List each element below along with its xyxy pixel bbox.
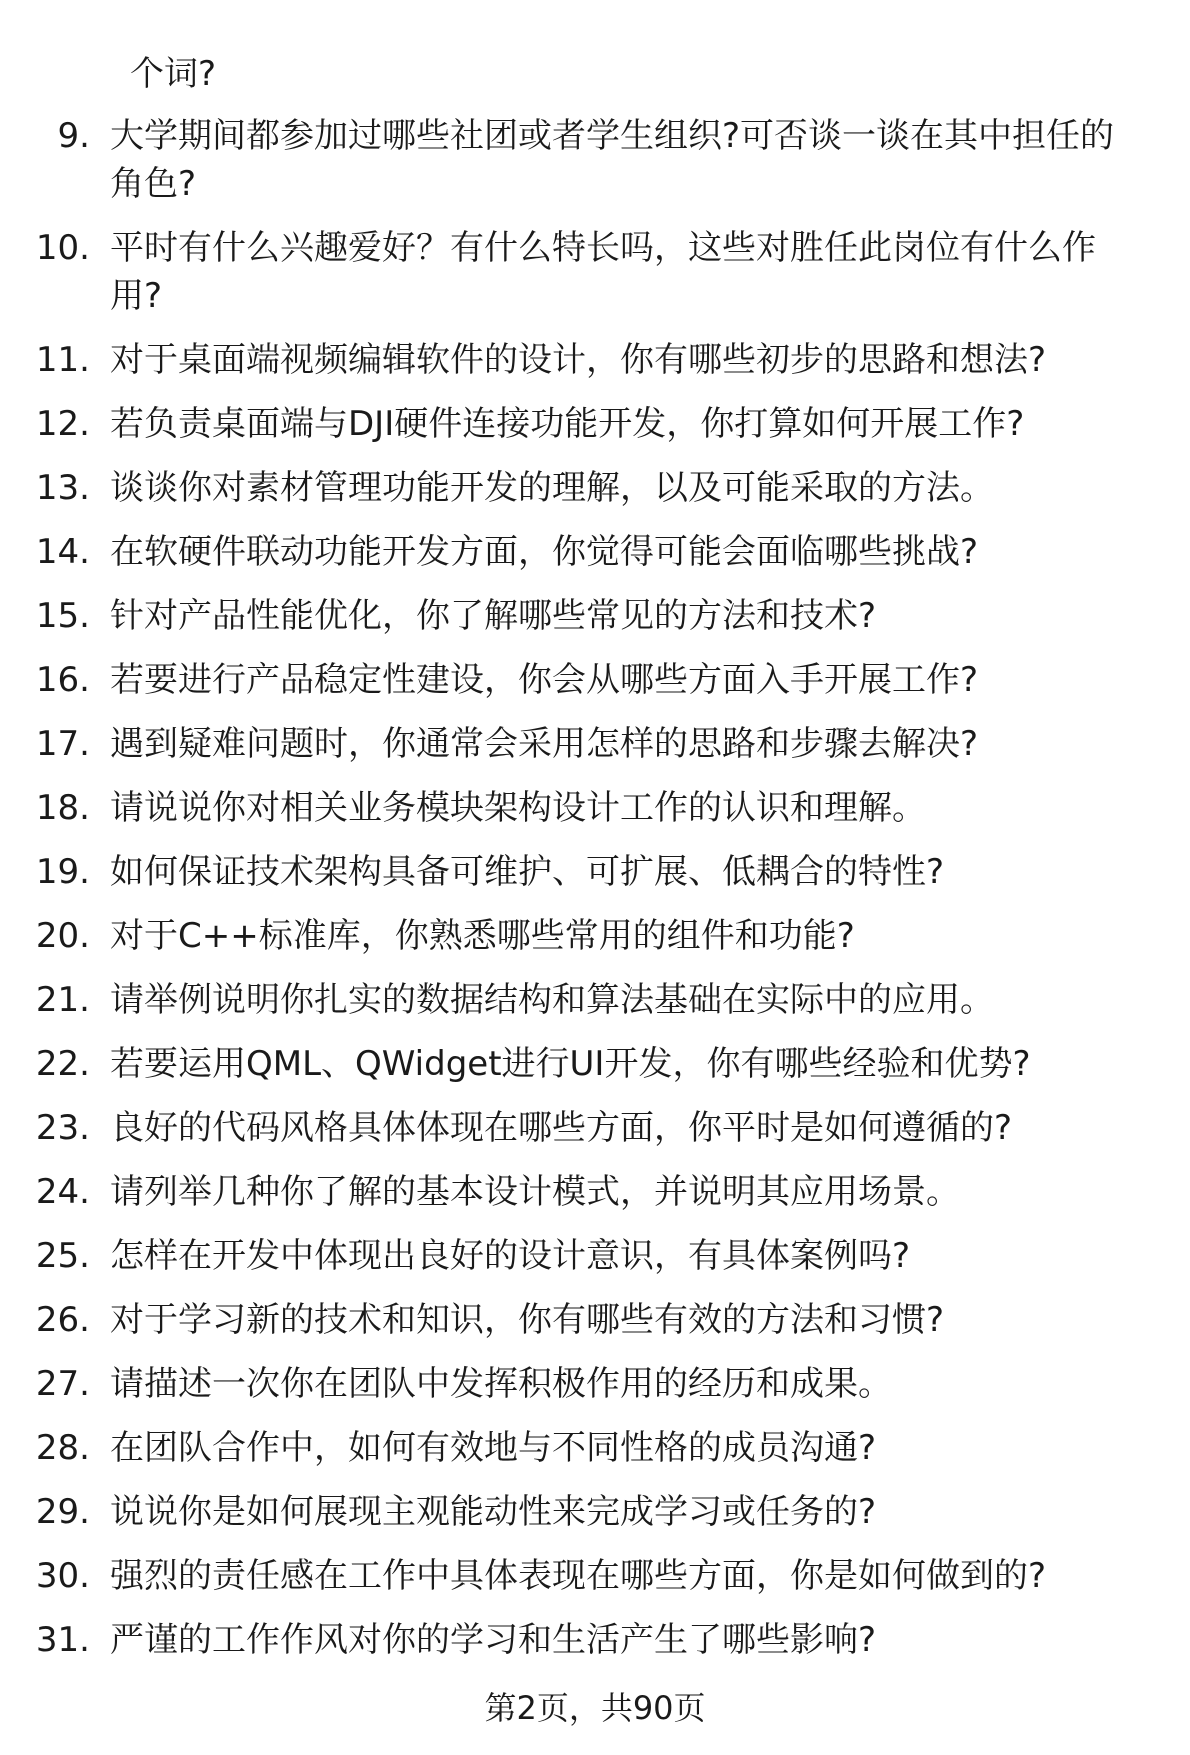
question-item — [0, 1104, 1190, 1152]
question-number: 28. — [35, 1428, 90, 1468]
question-item — [0, 1296, 1190, 1344]
question-text: 若要运用QML、QWidget进行UI开发，你有哪些经验和优势? — [110, 1044, 1031, 1084]
question-number: 19. — [35, 852, 90, 892]
question-number: 24. — [35, 1172, 90, 1212]
question-text: 在团队合作中，如何有效地与不同性格的成员沟通? — [110, 1428, 877, 1468]
question-item — [0, 912, 1190, 960]
question-item — [0, 1424, 1190, 1472]
question-text: 怎样在开发中体现出良好的设计意识，有具体案例吗? — [110, 1236, 911, 1276]
question-text: 平时有什么兴趣爱好？有什么特长吗，这些对胜任此岗位有什么作用? — [110, 228, 1096, 316]
question-text: 对于C++标准库，你熟悉哪些常用的组件和功能? — [110, 916, 855, 956]
question-number: 10. — [35, 228, 90, 268]
question-text: 对于学习新的技术和知识，你有哪些有效的方法和习惯? — [110, 1300, 945, 1340]
question-item — [0, 1552, 1190, 1600]
question-item — [0, 656, 1190, 704]
question-item — [0, 592, 1190, 640]
question-text: 请列举几种你了解的基本设计模式，并说明其应用场景。 — [110, 1172, 960, 1212]
question-item — [0, 1040, 1190, 1088]
question-number: 11. — [35, 340, 90, 380]
page-footer: 第2页，共90页 — [484, 1689, 706, 1727]
question-text: 针对产品性能优化，你了解哪些常见的方法和技术? — [110, 596, 877, 636]
question-number: 21. — [35, 980, 90, 1020]
question-text: 请举例说明你扎实的数据结构和算法基础在实际中的应用。 — [110, 980, 994, 1020]
question-number: 17. — [35, 724, 90, 764]
question-number: 23. — [35, 1108, 90, 1148]
question-text: 若要进行产品稳定性建设，你会从哪些方面入手开展工作? — [110, 660, 979, 700]
question-item — [0, 400, 1190, 448]
question-item — [0, 1488, 1190, 1536]
question-number: 29. — [35, 1492, 90, 1532]
question-text: 如何保证技术架构具备可维护、可扩展、低耦合的特性? — [110, 852, 945, 892]
question-list — [0, 112, 1190, 1680]
question-number: 15. — [35, 596, 90, 636]
question-item — [0, 1168, 1190, 1216]
question-item — [0, 1616, 1190, 1664]
question-text: 大学期间都参加过哪些社团或者学生组织?可否谈一谈在其中担任的角色? — [110, 116, 1115, 204]
question-number: 9. — [57, 116, 90, 156]
question-item — [0, 720, 1190, 768]
question-item — [0, 848, 1190, 896]
question-text: 遇到疑难问题时，你通常会采用怎样的思路和步骤去解决? — [110, 724, 979, 764]
question-number: 16. — [35, 660, 90, 700]
question-number: 31. — [35, 1620, 90, 1660]
question-text: 在软硬件联动功能开发方面，你觉得可能会面临哪些挑战? — [110, 532, 979, 572]
question-item — [0, 464, 1190, 512]
question-text: 对于桌面端视频编辑软件的设计，你有哪些初步的思路和想法? — [110, 340, 1047, 380]
question-text: 请描述一次你在团队中发挥积极作用的经历和成果。 — [110, 1364, 892, 1404]
question-number: 25. — [35, 1236, 90, 1276]
question-text: 说说你是如何展现主观能动性来完成学习或任务的? — [110, 1492, 877, 1532]
question-item — [0, 1232, 1190, 1280]
question-item — [0, 976, 1190, 1024]
question-number: 12. — [35, 404, 90, 444]
question-item — [0, 224, 1190, 320]
question-number: 22. — [35, 1044, 90, 1084]
question-text: 若负责桌面端与DJI硬件连接功能开发，你打算如何开展工作? — [110, 404, 1025, 444]
question-text: 严谨的工作作风对你的学习和生活产生了哪些影响? — [110, 1620, 877, 1660]
continuation-text: 个词? — [130, 54, 217, 94]
question-item — [0, 336, 1190, 384]
question-text: 请说说你对相关业务模块架构设计工作的认识和理解。 — [110, 788, 926, 828]
question-item — [0, 528, 1190, 576]
question-number: 30. — [35, 1556, 90, 1596]
question-text: 强烈的责任感在工作中具体表现在哪些方面，你是如何做到的? — [110, 1556, 1047, 1596]
question-item — [0, 112, 1190, 208]
question-number: 13. — [35, 468, 90, 508]
question-number: 26. — [35, 1300, 90, 1340]
question-item — [0, 784, 1190, 832]
question-number: 27. — [35, 1364, 90, 1404]
question-number: 18. — [35, 788, 90, 828]
question-text: 谈谈你对素材管理功能开发的理解，以及可能采取的方法。 — [110, 468, 994, 508]
question-number: 20. — [35, 916, 90, 956]
question-text: 良好的代码风格具体体现在哪些方面，你平时是如何遵循的? — [110, 1108, 1013, 1148]
question-item — [0, 1360, 1190, 1408]
question-number: 14. — [35, 532, 90, 572]
